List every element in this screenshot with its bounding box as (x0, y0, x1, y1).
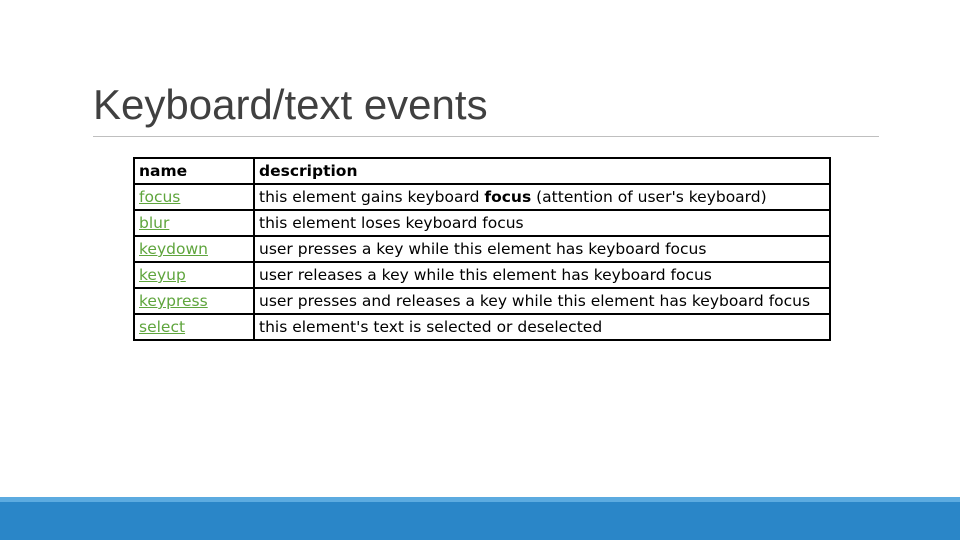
event-link-keyup[interactable]: keyup (139, 266, 186, 284)
description-text-after: (attention of user's keyboard) (531, 188, 767, 206)
event-name-cell (134, 236, 254, 262)
name-column-header: name (134, 158, 254, 184)
events-table (133, 157, 831, 341)
event-name-cell (134, 288, 254, 314)
event-name-cell (134, 262, 254, 288)
event-link-focus[interactable]: focus (139, 188, 181, 206)
title-divider (93, 136, 879, 137)
description-column-header: description (254, 158, 830, 184)
description-text: user presses and releases a key while this element has keyboard focus (259, 292, 811, 310)
description-text: this element's text is selected or deselected (259, 318, 603, 336)
table-row (134, 210, 830, 236)
table-row (134, 184, 830, 210)
table-header-row (134, 158, 830, 184)
event-description-cell (254, 210, 830, 236)
table-row (134, 288, 830, 314)
description-bold-term: focus (484, 188, 532, 206)
event-link-blur[interactable]: blur (139, 214, 170, 232)
event-description-cell (254, 314, 830, 340)
event-link-keypress[interactable]: keypress (139, 292, 208, 310)
event-name-cell (134, 210, 254, 236)
table-row (134, 314, 830, 340)
event-link-keydown[interactable]: keydown (139, 240, 208, 258)
event-description-cell (254, 184, 830, 210)
description-text: this element loses keyboard focus (259, 214, 524, 232)
event-description-cell (254, 288, 830, 314)
footer-bar (0, 497, 960, 540)
slide-title: Keyboard/text events (93, 81, 488, 128)
description-text: this element gains keyboard (259, 188, 485, 206)
table-row (134, 262, 830, 288)
table-row (134, 236, 830, 262)
event-name-cell (134, 184, 254, 210)
event-description-cell (254, 262, 830, 288)
event-name-cell (134, 314, 254, 340)
description-text: user presses a key while this element has keyboard focus (259, 240, 707, 258)
description-text: user releases a key while this element has keyboard focus (259, 266, 712, 284)
footer-highlight-strip (0, 497, 960, 502)
event-link-select[interactable]: select (139, 318, 186, 336)
event-description-cell (254, 236, 830, 262)
